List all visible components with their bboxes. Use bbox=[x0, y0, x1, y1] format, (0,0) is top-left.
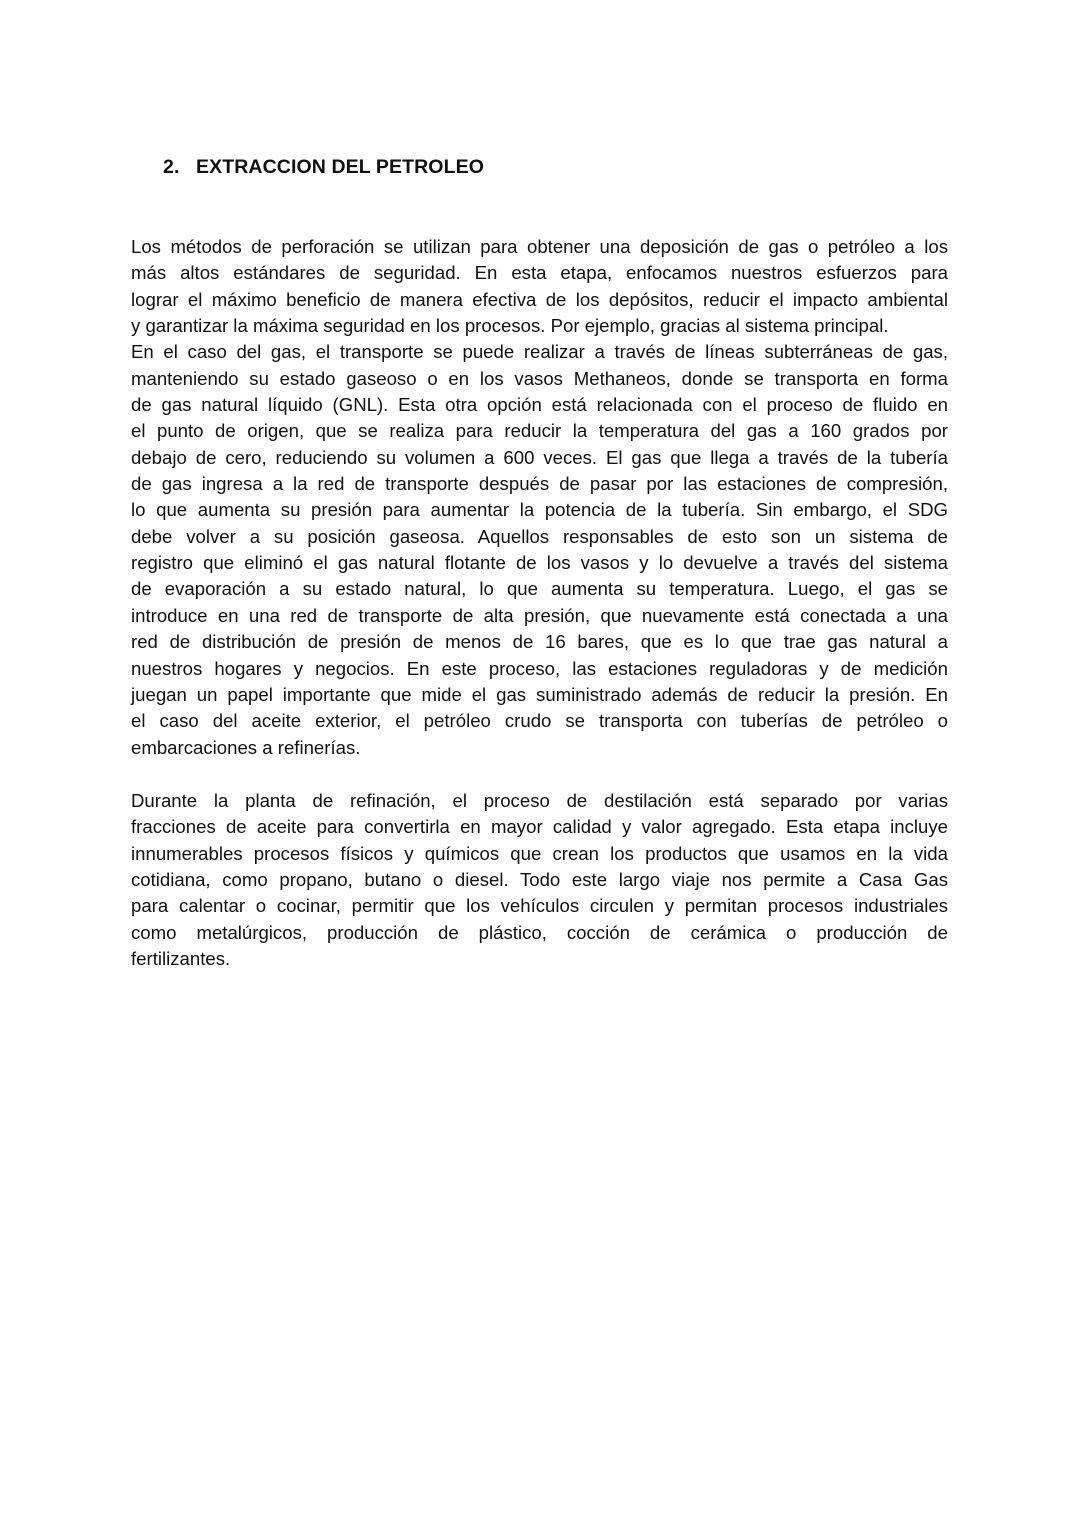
text-line: debajo de cero, reduciendo su volumen a 600 veces. El gas que llega a través de la tubería bbox=[131, 446, 948, 468]
text-line: debe volver a su posición gaseosa. Aquellos responsables de esto son un sistema de bbox=[131, 525, 948, 547]
text-line: lograr el máximo beneficio de manera efectiva de los depósitos, reducir el impacto ambiental bbox=[131, 288, 948, 310]
text-line: nuestros hogares y negocios. En este proceso, las estaciones reguladoras y de medición bbox=[131, 657, 948, 679]
section-heading bbox=[163, 156, 484, 179]
text-line: Los métodos de perforación se utilizan para obtener una deposición de gas o petróleo a los bbox=[131, 236, 948, 257]
text-line: En el caso del gas, el transporte se puede realizar a través de líneas subterráneas de gas, bbox=[131, 341, 948, 363]
section-number: 2. bbox=[163, 156, 180, 178]
text-line: cotidiana, como propano, butano o diesel. Todo este largo viaje nos permite a Casa Gas bbox=[131, 869, 948, 891]
text-line: red de distribución de presión de menos de 16 bares, que es lo que trae gas natural a bbox=[131, 631, 948, 653]
paragraph-1 bbox=[131, 234, 948, 761]
text-line: más altos estándares de seguridad. En esta etapa, enfocamos nuestros esfuerzos para bbox=[131, 262, 948, 284]
paragraph-2 bbox=[131, 788, 948, 972]
text-line: para calentar o cocinar, permitir que los vehículos circulen y permitan procesos industriales bbox=[131, 895, 948, 917]
text-line: manteniendo su estado gaseoso o en los vasos Methaneos, donde se transporta en forma bbox=[131, 367, 948, 389]
text-line: embarcaciones a refinerías. bbox=[131, 736, 361, 758]
text-line: y garantizar la máxima seguridad en los procesos. Por ejemplo, gracias al sistema principal. bbox=[131, 315, 889, 337]
text-line: el punto de origen, que se realiza para reducir la temperatura del gas a 160 grados por bbox=[131, 420, 948, 442]
text-line: innumerables procesos físicos y químicos que crean los productos que usamos en la vida bbox=[131, 842, 948, 864]
section-title: EXTRACCION DEL PETROLEO bbox=[196, 156, 484, 178]
text-line: lo que aumenta su presión para aumentar la potencia de la tubería. Sin embargo, el SDG bbox=[131, 499, 948, 521]
text-line: como metalúrgicos, producción de plástico, cocción de cerámica o producción de bbox=[131, 921, 948, 943]
text-line: Durante la planta de refinación, el proceso de destilación está separado por varias bbox=[131, 790, 948, 811]
text-line: de gas natural líquido (GNL). Esta otra opción está relacionada con el proceso de fluido en bbox=[131, 394, 948, 416]
text-line: fertilizantes. bbox=[131, 948, 231, 970]
text-line: introduce en una red de transporte de alta presión, que nuevamente está conectada a una bbox=[131, 604, 948, 626]
text-line: de gas ingresa a la red de transporte después de pasar por las estaciones de compresión, bbox=[131, 473, 948, 495]
text-line: fracciones de aceite para convertirla en mayor calidad y valor agregado. Esta etapa incluye bbox=[131, 816, 948, 838]
text-line: de evaporación a su estado natural, lo que aumenta su temperatura. Luego, el gas se bbox=[131, 578, 948, 600]
text-line: registro que eliminó el gas natural flotante de los vasos y lo devuelve a través del sistema bbox=[131, 552, 948, 574]
text-line: juegan un papel importante que mide el gas suministrado además de reducir la presión. En bbox=[131, 683, 948, 705]
text-line: el caso del aceite exterior, el petróleo crudo se transporta con tuberías de petróleo o bbox=[131, 710, 948, 732]
